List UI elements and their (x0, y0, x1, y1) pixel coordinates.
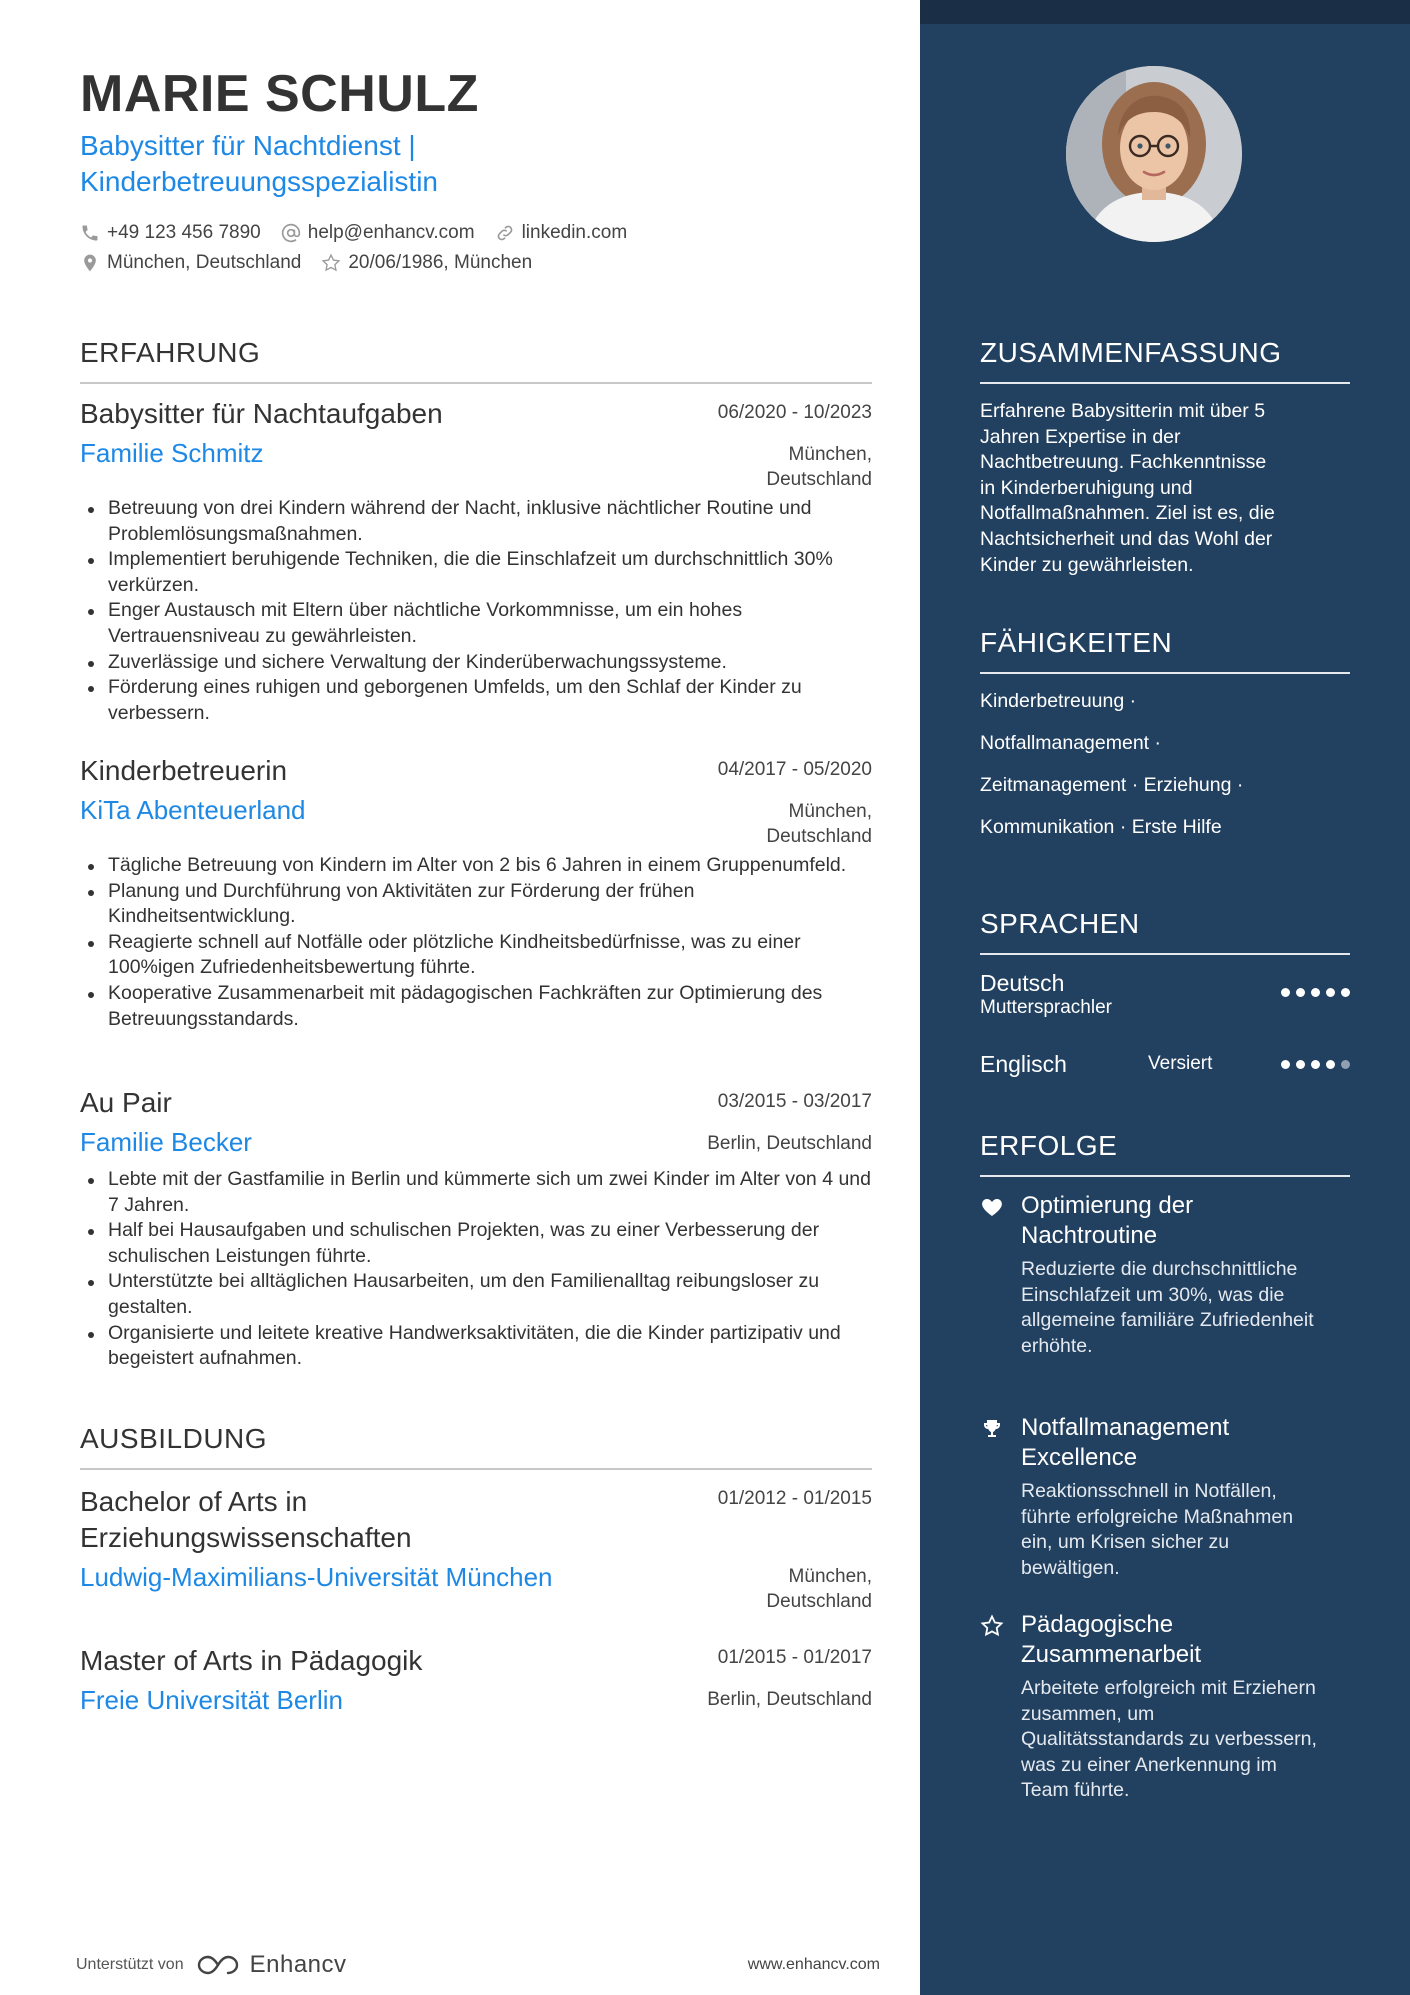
achievement-title-line: Optimierung der (1021, 1192, 1194, 1219)
degree-title (80, 1484, 640, 1556)
job-bullets (80, 496, 872, 726)
job-company[interactable]: Familie Becker (80, 1127, 252, 1157)
location-text: München, Deutschland (107, 252, 302, 273)
languages-divider (980, 953, 1350, 955)
experience-title: ERFAHRUNG (80, 337, 261, 368)
bullet-item: Implementiert beruhigende Techniken, die die Einschlafzeit um durchschnittlich 30% verkürzen. (80, 547, 872, 598)
bullet-item: Half bei Hausaufgaben und schulischen Projekten, was zu einer Verbesserung der schulischen Leistungen führte. (80, 1218, 872, 1269)
job-entry (80, 1087, 872, 1372)
achievement-title-line: Zusammenarbeit (1021, 1641, 1202, 1668)
bullet-item: Lebte mit der Gastfamilie in Berlin und kümmerte sich um zwei Kinder im Alter von 4 und 7 Jahren. (80, 1167, 872, 1218)
achievement-title-line: Notfallmanagement (1021, 1414, 1230, 1441)
phone-icon (80, 223, 100, 243)
job-bullets (80, 853, 872, 1032)
skill-line: Kinderbetreuung · (980, 690, 1137, 712)
bullet-item: Tägliche Betreuung von Kindern im Alter von 2 bis 6 Jahren in einem Gruppenumfeld. (80, 853, 872, 879)
achievements-title: ERFOLGE (980, 1130, 1118, 1161)
skill-line: Zeitmanagement · Erziehung · (980, 774, 1244, 796)
achievement-item (980, 1610, 1360, 1804)
bullet-item: Betreuung von drei Kindern während der Nacht, inklusive nächtlicher Routine und Problemlösungsmaßnahmen. (80, 496, 872, 547)
rating-dot-filled (1281, 988, 1290, 997)
rating-dot-empty (1341, 1060, 1350, 1069)
degree-title-line: Master of Arts in Pädagogik (80, 1645, 423, 1676)
bullet-item: Förderung eines ruhigen und geborgenen Umfelds, um den Schlaf der Kinder zu verbessern. (80, 675, 872, 726)
job-title: Au Pair (80, 1087, 172, 1118)
summary-title: ZUSAMMENFASSUNG (980, 337, 1282, 368)
summary-line: Nachtbetreuung. Fachkenntnisse (980, 451, 1267, 474)
degree-title-line: Bachelor of Arts in (80, 1486, 308, 1517)
job-location-line: Berlin, Deutschland (707, 1133, 872, 1154)
achievements-divider (980, 1175, 1350, 1177)
infinity-logo-icon (194, 1953, 242, 1977)
achievement-item (980, 1413, 1360, 1581)
education-entry (80, 1484, 872, 1612)
language-name: Deutsch (980, 970, 1065, 996)
footer (76, 1948, 880, 1982)
heart-icon (980, 1195, 1004, 1219)
candidate-name: MARIE SCHULZ (80, 65, 479, 123)
star-icon (321, 253, 341, 273)
achievement-description: Reaktionsschnell in Notfällen, führte erfolgreiche Maßnahmen ein, um Krisen sicher zu bewältigen. (1021, 1480, 1294, 1579)
education-date: 01/2012 - 01/2015 (717, 1488, 872, 1509)
link-icon (495, 223, 515, 243)
at-icon (281, 223, 301, 243)
star-icon (980, 1614, 1004, 1638)
summary-line: in Kinderberuhigung und (980, 476, 1193, 499)
powered-by-text: Unterstützt von (76, 1956, 184, 1973)
degree-title-line: Erziehungswissenschaften (80, 1522, 412, 1553)
job-company[interactable]: KiTa Abenteuerland (80, 795, 306, 825)
language-entry (980, 1051, 1350, 1078)
bullet-item: Organisierte und leitete kreative Handwerksaktivitäten, die die Kinder partizipativ und begeistert aufnahmen. (80, 1321, 872, 1372)
rating-dot-filled (1326, 1060, 1335, 1069)
portrait-illustration (1066, 66, 1242, 242)
school-name[interactable]: Ludwig-Maximilians-Universität München (80, 1562, 553, 1592)
skill-line: Notfallmanagement · (980, 732, 1162, 754)
job-entry (80, 755, 872, 1032)
summary-line: Notfallmaßnahmen. Ziel ist es, die (980, 502, 1275, 525)
rating-dot-filled (1311, 988, 1320, 997)
bullet-item: Enger Austausch mit Eltern über nächtliche Vorkommnisse, um ein hohes Vertrauensniveau zu gewährleisten. (80, 598, 872, 649)
education-location-line: München, (788, 1566, 872, 1587)
enhancv-logo[interactable] (194, 1951, 347, 1979)
education-location-line: Berlin, Deutschland (707, 1689, 872, 1710)
language-level: Versiert (1148, 1053, 1213, 1074)
education-divider (80, 1468, 872, 1470)
headline-line-2: Kinderbetreuungsspezialistin (80, 166, 438, 197)
headline (80, 128, 640, 200)
education-entry (80, 1643, 872, 1716)
achievement-description: Arbeitete erfolgreich mit Erziehern zusammen, um Qualitätsstandards zu verbessern, was zu einer Anerkennung im Team führte. (1021, 1677, 1317, 1802)
rating-dot-filled (1281, 1060, 1290, 1069)
bullet-item: Planung und Durchführung von Aktivitäten zur Förderung der frühen Kindheitsentwicklung. (80, 879, 872, 930)
phone-text: +49 123 456 7890 (107, 222, 261, 243)
job-location (707, 1131, 872, 1156)
job-company[interactable]: Familie Schmitz (80, 438, 264, 468)
job-date: 06/2020 - 10/2023 (717, 402, 872, 423)
rating-dot-filled (1311, 1060, 1320, 1069)
summary-line: Jahren Expertise in der (980, 425, 1181, 448)
school-name[interactable]: Freie Universität Berlin (80, 1685, 343, 1715)
rating-dot-filled (1296, 988, 1305, 997)
phone-contact[interactable] (80, 222, 261, 244)
summary-text (980, 399, 1350, 578)
rating-dot-filled (1296, 1060, 1305, 1069)
summary-divider (980, 382, 1350, 384)
language-name: Englisch (980, 1051, 1067, 1077)
experience-divider (80, 382, 872, 384)
summary-line: Nachtsicherheit und das Wohl der (980, 527, 1273, 550)
job-location (766, 442, 872, 492)
education-title: AUSBILDUNG (80, 1423, 268, 1454)
language-rating (1281, 1060, 1350, 1069)
summary-line: Erfahrene Babysitterin mit über 5 (980, 400, 1266, 422)
job-location-line: Deutschland (766, 469, 872, 490)
job-date: 04/2017 - 05/2020 (717, 759, 872, 780)
bullet-item: Kooperative Zusammenarbeit mit pädagogischen Fachkräften zur Optimierung des Betreuungsstandards. (80, 981, 872, 1032)
job-title: Babysitter für Nachtaufgaben (80, 398, 443, 429)
job-location-line: Deutschland (766, 826, 872, 847)
job-title: Kinderbetreuerin (80, 755, 288, 786)
degree-title (80, 1643, 640, 1679)
job-entry (80, 398, 872, 726)
education-date: 01/2015 - 01/2017 (717, 1647, 872, 1668)
location-contact (80, 252, 301, 274)
skills-title: FÄHIGKEITEN (980, 627, 1173, 658)
birth-contact (321, 252, 532, 274)
achievement-item (980, 1191, 1360, 1359)
bullet-item: Zuverlässige und sichere Verwaltung der Kinderüberwachungssysteme. (80, 650, 872, 676)
education-location-line: Deutschland (766, 1591, 872, 1612)
summary-line: Kinder zu gewährleisten. (980, 553, 1194, 576)
email-text: help@enhancv.com (307, 222, 475, 243)
rating-dot-filled (1326, 988, 1335, 997)
website-text: linkedin.com (521, 222, 628, 243)
languages-title: SPRACHEN (980, 908, 1140, 939)
footer-url[interactable]: www.enhancv.com (747, 1956, 880, 1973)
achievement-title-line: Excellence (1021, 1444, 1138, 1471)
job-location-line: München, (788, 801, 872, 822)
birth-text: 20/06/1986, München (348, 252, 533, 273)
skill-line: Kommunikation · Erste Hilfe (980, 816, 1222, 838)
profile-photo (1066, 66, 1242, 242)
contact-info (80, 218, 900, 278)
website-contact[interactable] (495, 222, 628, 244)
achievement-description: Reduzierte die durchschnittliche Einschlafzeit um 30%, was die allgemeine familiäre Zufriedenheit erhöhte. (1021, 1258, 1314, 1357)
sidebar (920, 0, 1410, 1995)
achievement-title (1021, 1413, 1360, 1473)
achievement-title-line: Nachtroutine (1021, 1222, 1158, 1249)
achievement-title-line: Pädagogische (1021, 1611, 1174, 1638)
language-level: Muttersprachler (980, 997, 1112, 1018)
brand-name: Enhancv (249, 1951, 347, 1978)
email-contact[interactable] (281, 222, 475, 244)
skills-list (980, 686, 1360, 854)
rating-dot-filled (1341, 988, 1350, 997)
headline-line-1: Babysitter für Nachtdienst | (80, 130, 416, 161)
skills-divider (980, 672, 1350, 674)
bullet-item: Reagierte schnell auf Notfälle oder plötzliche Kindheitsbedürfnisse, was zu einer 100%igen Zufriedenheitsbewertung führte. (80, 930, 872, 981)
trophy-icon (980, 1417, 1004, 1441)
achievement-title (1021, 1610, 1360, 1670)
education-location (707, 1687, 872, 1712)
bullet-item: Unterstützte bei alltäglichen Hausarbeiten, um den Familienalltag reibungsloser zu gestalten. (80, 1269, 872, 1320)
education-location (766, 1564, 872, 1614)
sidebar-top-strip (920, 0, 1410, 24)
location-pin-icon (80, 253, 100, 273)
job-date: 03/2015 - 03/2017 (717, 1091, 872, 1112)
job-bullets (80, 1167, 872, 1372)
language-rating (1281, 988, 1350, 997)
job-location (766, 799, 872, 849)
language-entry (980, 970, 1350, 1019)
achievement-title (1021, 1191, 1360, 1251)
job-location-line: München, (788, 444, 872, 465)
